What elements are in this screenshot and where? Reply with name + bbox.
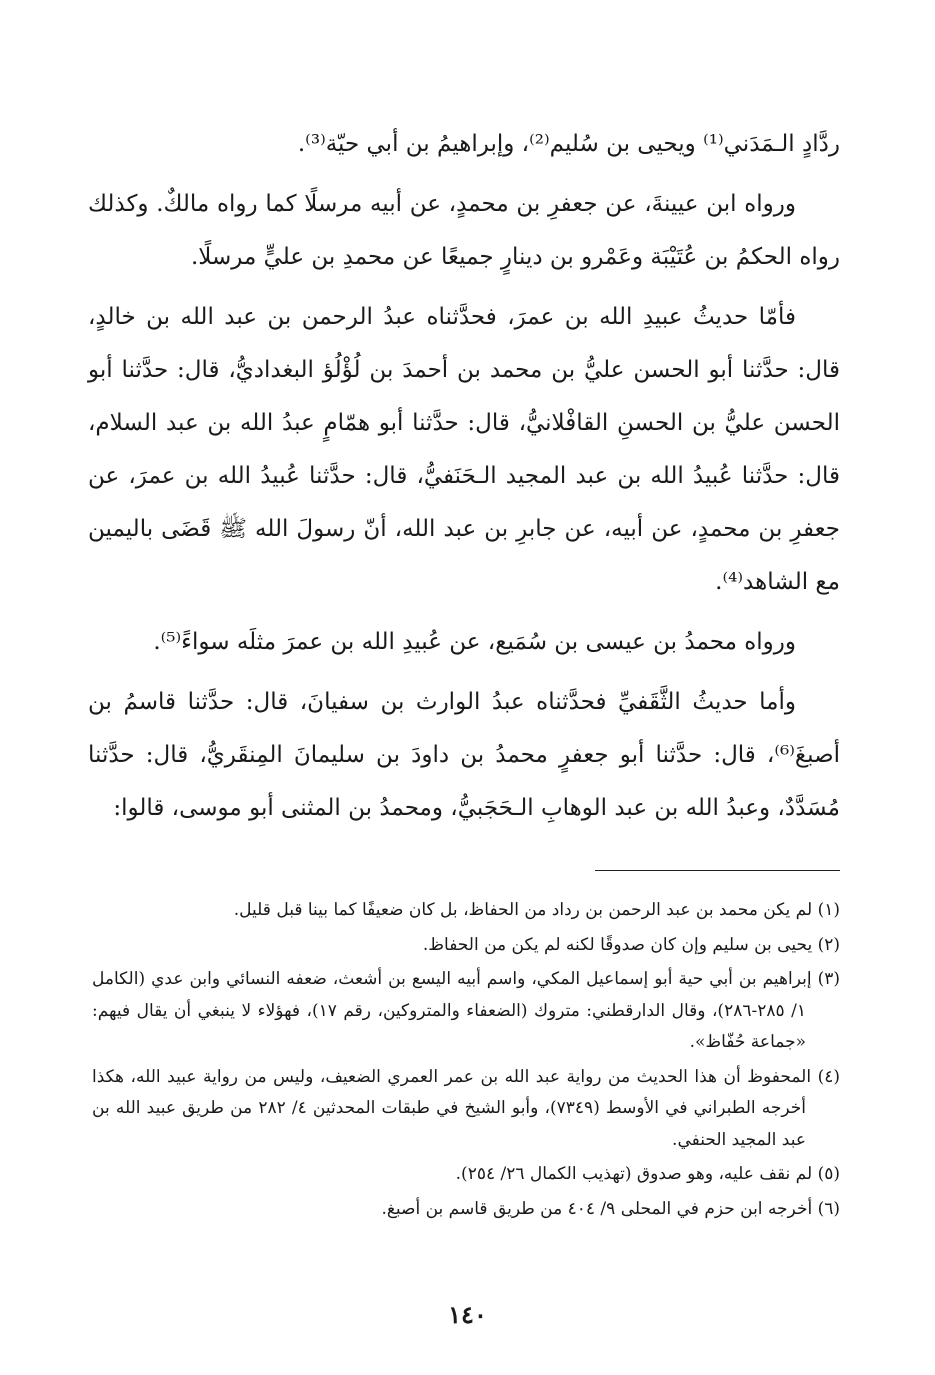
footnote: (٣) إبراهيم بن أبي حية أبو إسماعيل المكي، واسم أبيه اليسع بن أشعث، ضعفه النسائي وابن عدي (الكامل ١/ ٢٨٥-٢٨٦)، وقال الدارقطني: متروك (الضعفاء والمتروكين، رقم ١٧)، فهؤلاء لا ينبغي أن يقال فيهم: «جماعة حُفّاظ». xyxy=(92,969,840,1052)
footnote: (٦) أخرجه ابن حزم في المحلى ٩/ ٤٠٤ من طريق قاسم بن أصبغ. xyxy=(381,1198,840,1219)
main-text xyxy=(88,118,840,842)
footnote-divider xyxy=(595,870,840,871)
footnotes xyxy=(92,895,840,1228)
page-number: ١٤٠ xyxy=(448,1300,487,1329)
footnote: (٢) يحيى بن سليم وإن كان صدوقًا لكنه لم يكن من الحفاظ. xyxy=(422,934,840,955)
paragraph: فأمّا حديثُ عبيدِ الله بن عمرَ، فحدَّثناه عبدُ الرحمن بن عبد الله بن خالدٍ، قال: حدَّثنا أبو الحسن عليُّ بن محمد بن أحمدَ بن لُؤْلُؤ البغداديُّ، قال: حدَّثنا أبو الحسن عليُّ بن الحسنِ القافْلانيُّ، قال: حدَّثنا أبو همّامٍ عبدُ الله بن عبد السلام، قال: حدَّثنا عُبيدُ الله بن عبد المجيد الـحَنَفيُّ، قال: حدَّثنا عُبيدُ الله بن عمرَ، عن جعفرِ بن محمدٍ، عن أبيه، عن جابرِ بن عبد الله، أنّ رسولَ الله ﷺ قَضَى باليمين مع الشاهد⁽⁴⁾. xyxy=(88,304,840,595)
paragraph: ورواه ابن عيينةَ، عن جعفرِ بن محمدٍ، عن أبيه مرسلًا كما رواه مالكٌ. وكذلك رواه الحكمُ بن عُتَيْبَة وعَمْرو بن دينارٍ جميعًا عن محمدِ بن عليٍّ مرسلًا. xyxy=(88,191,840,270)
footnote: (٤) المحفوظ أن هذا الحديث من رواية عبد الله بن عمر العمري الضعيف، وليس من رواية عبيد الله، هكذا أخرجه الطبراني في الأوسط (٧٣٤٩)، وأبو الشيخ في طبقات المحدثين ٤/ ٢٨٢ من طريق عبيد الله بن عبد المجيد الحنفي. xyxy=(92,1066,840,1150)
footnote: (٥) لم نقف عليه، وهو صدوق (تهذيب الكمال ٢٦/ ٢٥٤). xyxy=(455,1164,840,1184)
paragraph: ردَّادٍ الـمَدَني⁽¹⁾ ويحيى بن سُليم⁽²⁾، وإبراهيمُ بن أبي حيّة⁽³⁾. xyxy=(297,131,840,157)
paragraph: وأما حديثُ الثَّقَفيِّ فحدَّثناه عبدُ الوارث بن سفيانَ، قال: حدَّثنا قاسمُ بن أصبغَ⁽⁶⁾، قال: حدَّثنا أبو جعفرٍ محمدُ بن داودَ بن سليمانَ المِنقَريُّ، قال: حدَّثنا مُسَدَّدٌ، وعبدُ الله بن عبد الوهابِ الـحَجَبيُّ، ومحمدُ بن المثنى أبو موسى، قالوا: xyxy=(88,689,840,821)
paragraph: ورواه محمدُ بن عيسى بن سُمَيع، عن عُبيدِ الله بن عمرَ مثلَه سواءً⁽⁵⁾. xyxy=(153,629,796,655)
footnote: (١) لم يكن محمد بن عبد الرحمن بن رداد من الحفاظ، بل كان ضعيفًا كما بينا قبل قليل. xyxy=(233,900,840,920)
